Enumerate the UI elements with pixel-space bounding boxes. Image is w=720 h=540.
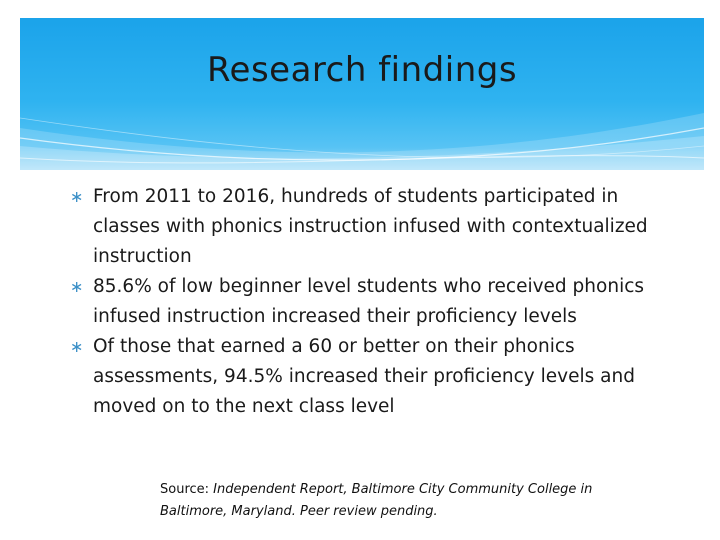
asterisk-bullet-icon: ∗ xyxy=(70,337,84,356)
bullet-list xyxy=(70,182,670,422)
bullet-text: Of those that earned a 60 or better on their phonics assessments, 94.5% increased their proficiency levels and moved on to the next class level xyxy=(93,336,635,417)
bullet-text: 85.6% of low beginner level students who received phonics infused instruction increased their proficiency levels xyxy=(93,276,645,327)
bullet-item xyxy=(70,182,670,272)
header-band xyxy=(20,18,704,170)
source-citation xyxy=(160,479,660,523)
asterisk-bullet-icon: ∗ xyxy=(70,187,84,206)
bullet-text: From 2011 to 2016, hundreds of students participated in classes with phonics instruction infused with contextualized instruction xyxy=(93,186,648,267)
source-label: Source: xyxy=(160,482,214,497)
slide-title: Research findings xyxy=(206,50,518,90)
source-text: Independent Report, Baltimore City Community College in Baltimore, Maryland. Peer review pending. xyxy=(160,482,593,519)
asterisk-bullet-icon: ∗ xyxy=(70,277,84,296)
bullet-item xyxy=(70,332,670,422)
bullet-item xyxy=(70,272,670,332)
header-wave-decoration xyxy=(20,18,704,170)
